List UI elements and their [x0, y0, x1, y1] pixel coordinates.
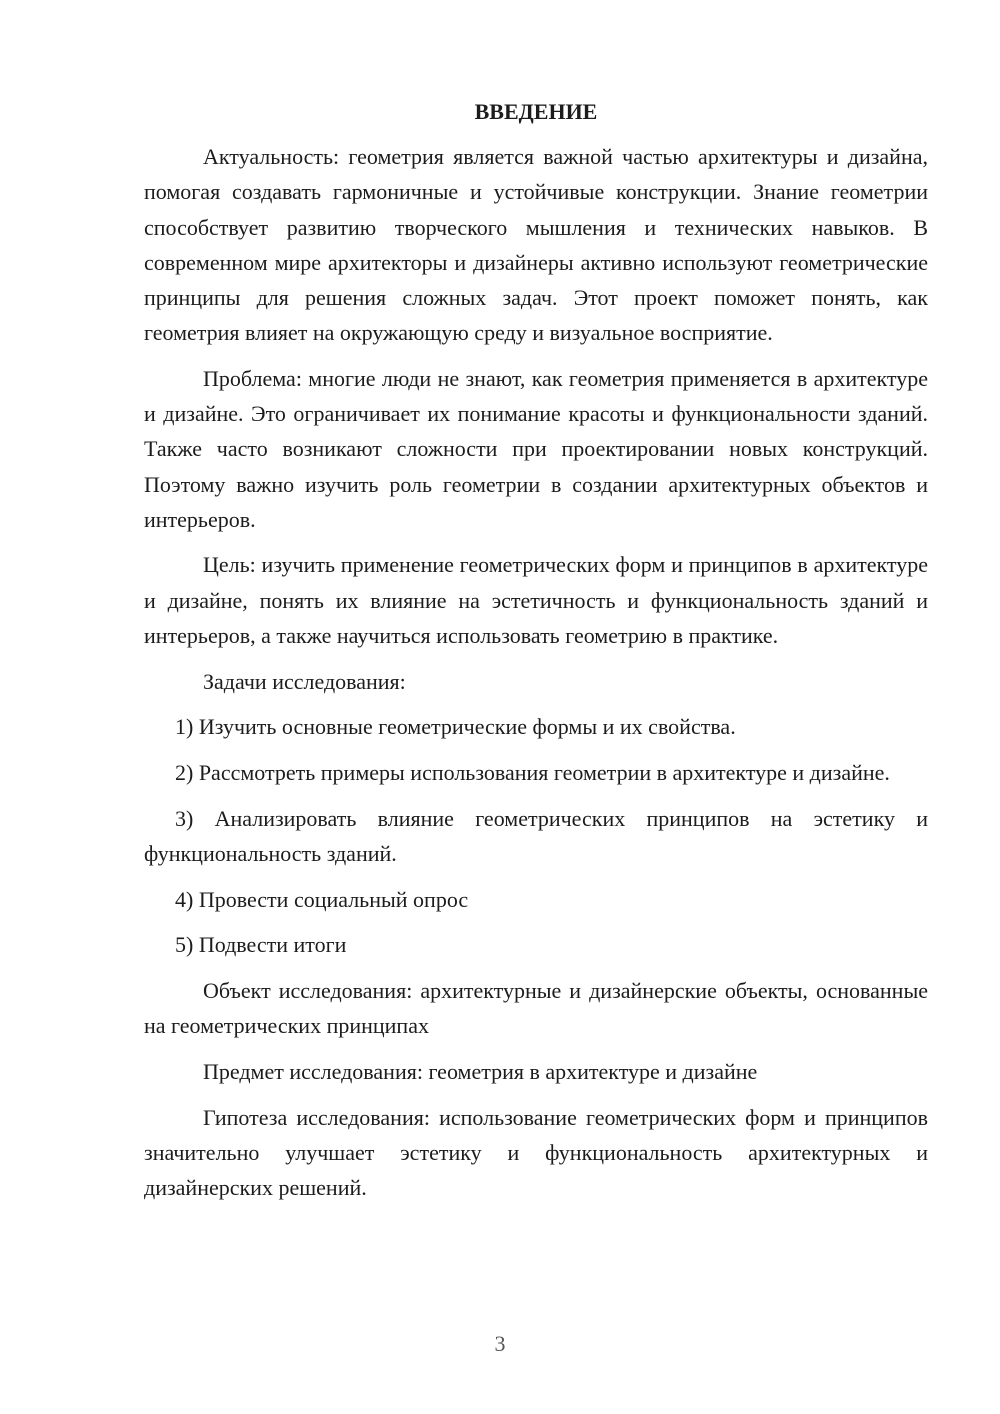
- paragraph-object: Объект исследования: архитектурные и дизайнерские объекты, основанные на геометрических принципах: [144, 977, 928, 1039]
- paragraph-hypothesis: Гипотеза исследования: использование геометрических форм и принципов значительно улучшает эстетику и функциональность архитектурных и дизайнерских решений.: [144, 1104, 928, 1200]
- paragraph-subject: Предмет исследования: геометрия в архитектуре и дизайне: [203, 1058, 758, 1084]
- task-item-4: 4) Провести социальный опрос: [175, 886, 469, 912]
- document-page: [144, 94, 928, 1216]
- paragraph-tasks-heading: Задачи исследования:: [203, 668, 406, 694]
- paragraph-goal: Цель: изучить применение геометрических форм и принципов в архитектуре и дизайне, понять их влияние на эстетичность и функциональность зданий и интерьеров, а также научиться использовать геометрию в практике.: [144, 552, 928, 648]
- page-number: 3: [494, 1331, 506, 1356]
- task-item-1: 1) Изучить основные геометрические формы и их свойства.: [175, 714, 736, 740]
- paragraph-problem: Проблема: многие люди не знают, как геометрия применяется в архитектуре и дизайне. Это ограничивает их понимание красоты и функциональности зданий. Также часто возникают сложности при проектировании новых конструкций. Поэтому важно изучить роль геометрии в создании архитектурных объектов и интерьеров.: [144, 365, 928, 532]
- paragraph-relevance: Актуальность: геометрия является важной частью архитектуры и дизайна, помогая создавать гармоничные и устойчивые конструкции. Знание геометрии способствует развитию творческого мышления и технических навыков. В современном мире архитекторы и дизайнеры активно используют геометрические принципы для решения сложных задач. Этот проект поможет понять, как геометрия влияет на окружающую среду и визуальное восприятие.: [144, 144, 928, 346]
- section-title: ВВЕДЕНИЕ: [474, 99, 598, 124]
- task-item-3: 3) Анализировать влияние геометрических принципов на эстетику и функциональность зданий.: [144, 805, 928, 866]
- task-item-2: 2) Рассмотреть примеры использования геометрии в архитектуре и дизайне.: [175, 759, 890, 785]
- task-item-5: 5) Подвести итоги: [175, 932, 347, 958]
